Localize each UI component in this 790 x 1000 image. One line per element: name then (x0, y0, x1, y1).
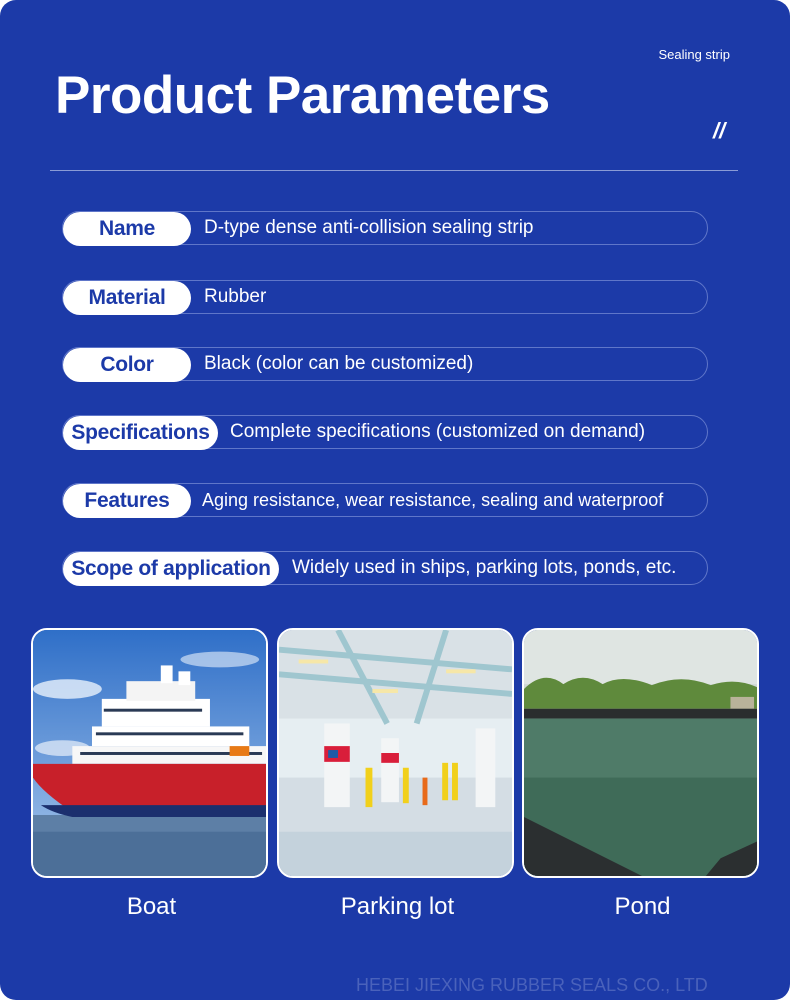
param-value-color: Black (color can be customized) (204, 353, 474, 374)
parking-lot-photo (277, 628, 514, 878)
param-label-color: Color (63, 348, 191, 382)
boat-illustration (33, 630, 266, 876)
param-value-specifications: Complete specifications (customized on demand) (230, 421, 646, 442)
param-value-scope: Widely used in ships, parking lots, ponds, etc. (292, 557, 677, 578)
param-label-material: Material (63, 281, 191, 315)
header-divider (50, 170, 738, 171)
param-row-color (62, 347, 708, 381)
param-row-specifications (62, 415, 708, 449)
param-value-name: D-type dense anti-collision sealing strip (204, 217, 534, 238)
boat-photo (31, 628, 268, 878)
caption-pond: Pond (614, 893, 671, 920)
param-label-name: Name (63, 212, 191, 246)
caption-boat: Boat (126, 893, 177, 920)
param-row-scope (62, 551, 708, 585)
decorative-slash: // (713, 118, 726, 143)
pond-photo (522, 628, 759, 878)
param-row-material (62, 280, 708, 314)
param-label-features: Features (63, 484, 191, 518)
parking-lot-illustration (279, 630, 512, 876)
param-label-specifications: Specifications (63, 416, 218, 450)
param-row-name (62, 211, 708, 245)
param-value-features: Aging resistance, wear resistance, sealing and waterproof (202, 489, 664, 510)
category-tag: Sealing strip (658, 47, 730, 62)
param-label-scope: Scope of application (63, 552, 279, 586)
company-watermark: HEBEI JIEXING RUBBER SEALS CO., LTD (356, 975, 708, 995)
page-title: Product Parameters (55, 66, 550, 125)
pond-illustration (524, 630, 757, 876)
caption-parking-lot: Parking lot (340, 893, 455, 920)
param-value-material: Rubber (204, 286, 267, 307)
param-row-features (62, 483, 708, 517)
